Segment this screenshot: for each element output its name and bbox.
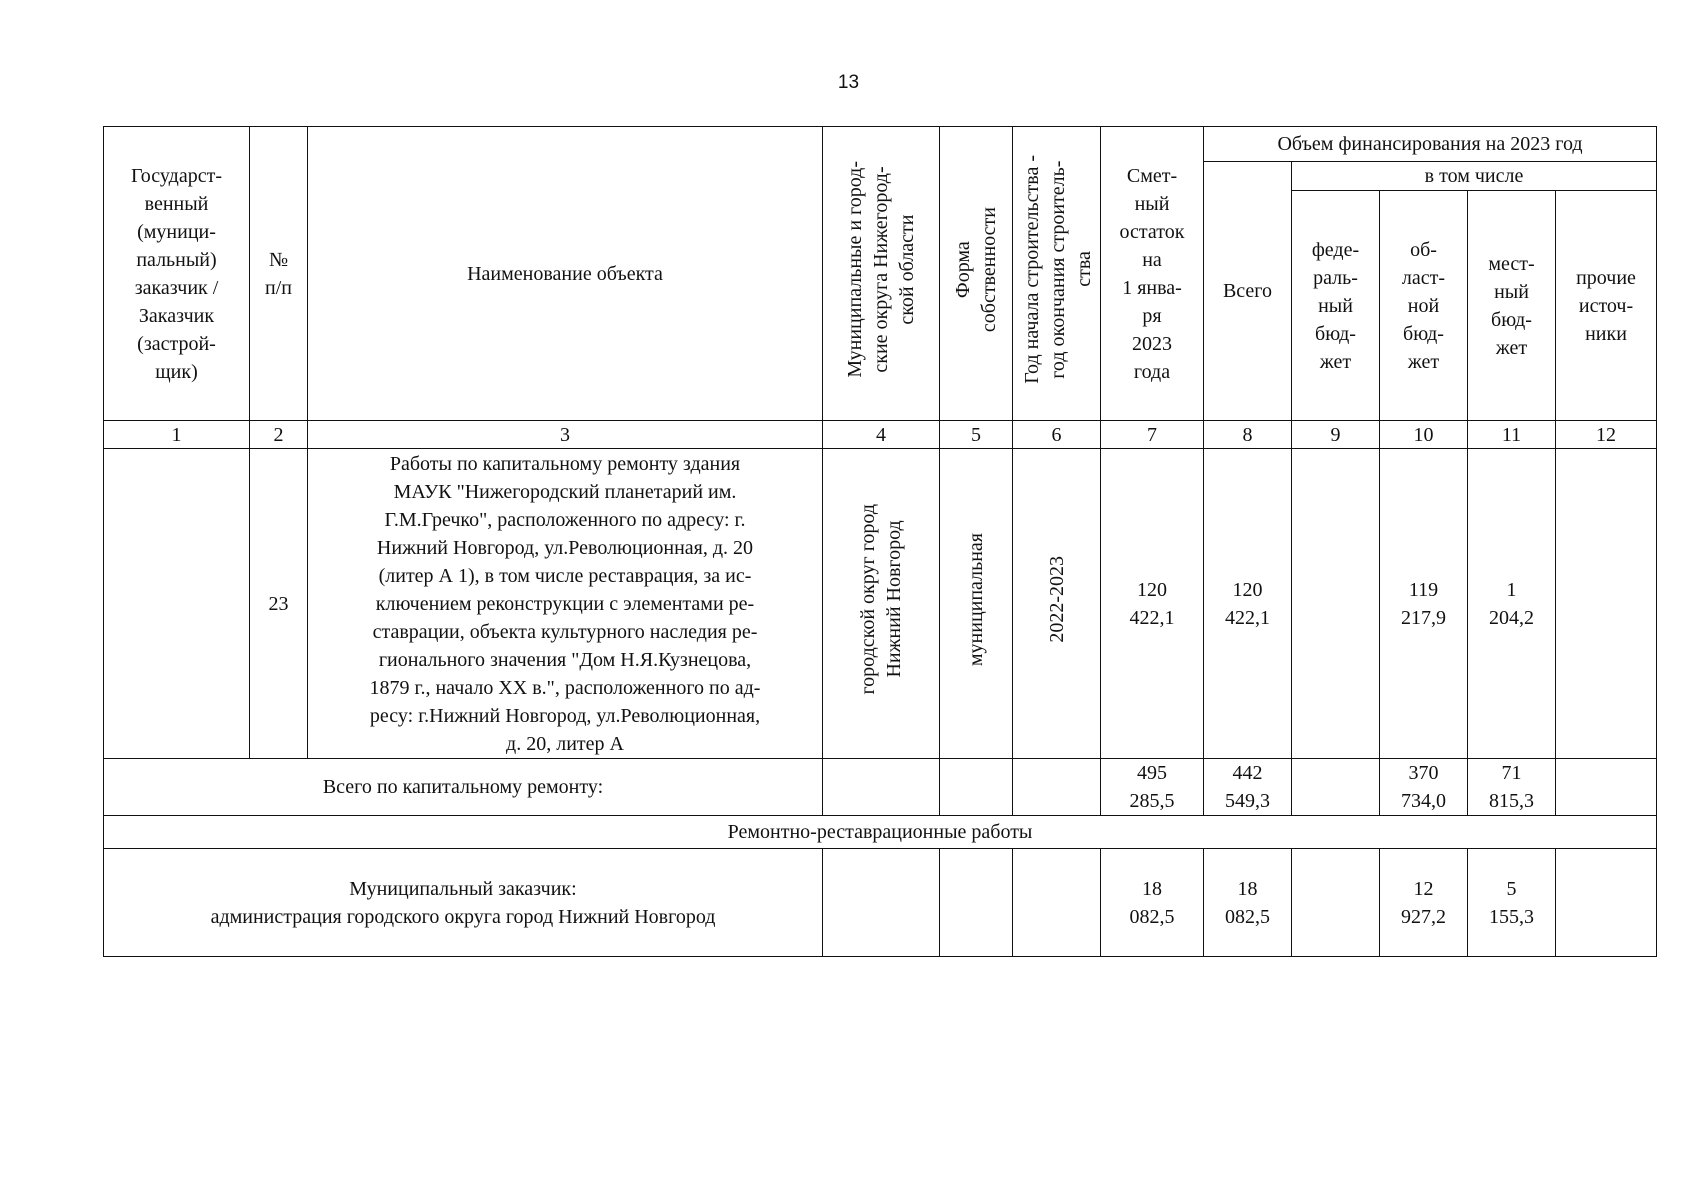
total-row-balance: 495 285,5 bbox=[1101, 759, 1204, 816]
header-balance: Смет- ный остаток на 1 янва- ря 2023 года bbox=[1101, 127, 1204, 421]
column-number: 7 bbox=[1101, 421, 1204, 449]
header-including: в том числе bbox=[1292, 162, 1657, 191]
total-row-empty bbox=[1013, 759, 1101, 816]
row-years-text: 2022-2023 bbox=[1045, 556, 1068, 643]
column-number: 2 bbox=[250, 421, 308, 449]
section-row bbox=[104, 816, 1657, 849]
total-row-local: 71 815,3 bbox=[1468, 759, 1556, 816]
header-local: мест- ный бюд- жет bbox=[1468, 191, 1556, 421]
header-district bbox=[823, 127, 940, 421]
customer-row-empty bbox=[1013, 849, 1101, 957]
header-object-name: Наименование объекта bbox=[308, 127, 823, 421]
total-row-federal bbox=[1292, 759, 1380, 816]
customer-row-label: Муниципальный заказчик: администрация городского округа город Нижний Новгород bbox=[104, 849, 823, 957]
column-number: 11 bbox=[1468, 421, 1556, 449]
header-financing-group: Объем финансирования на 2023 год bbox=[1204, 127, 1657, 162]
row-balance: 120 422,1 bbox=[1101, 449, 1204, 759]
customer-row-regional: 12 927,2 bbox=[1380, 849, 1468, 957]
row-ownership-text: муниципальная bbox=[965, 532, 987, 667]
total-row-regional: 370 734,0 bbox=[1380, 759, 1468, 816]
column-number: 12 bbox=[1556, 421, 1657, 449]
row-federal bbox=[1292, 449, 1380, 759]
row-ownership bbox=[940, 449, 1013, 759]
row-regional: 119 217,9 bbox=[1380, 449, 1468, 759]
row-total: 120 422,1 bbox=[1204, 449, 1292, 759]
header-years-text: Год начала строительства - год окончания строитель- ства bbox=[1021, 155, 1095, 384]
header-total: Всего bbox=[1204, 162, 1292, 421]
column-number: 10 bbox=[1380, 421, 1468, 449]
header-customer: Государст- венный (муници- пальный) заказчик / Заказчик (застрой- щик) bbox=[104, 127, 250, 421]
header-years bbox=[1013, 127, 1101, 421]
header-regional: об- ласт- ной бюд- жет bbox=[1380, 191, 1468, 421]
column-number: 5 bbox=[940, 421, 1013, 449]
table-row bbox=[104, 449, 1657, 759]
header-district-text: Муниципальные и город- ские округа Нижегород- ской области bbox=[844, 161, 918, 378]
total-row-label: Всего по капитальному ремонту: bbox=[104, 759, 823, 816]
column-number: 6 bbox=[1013, 421, 1101, 449]
total-row-empty bbox=[823, 759, 940, 816]
customer-row-other bbox=[1556, 849, 1657, 957]
page-number: 13 bbox=[837, 72, 860, 93]
row-years bbox=[1013, 449, 1101, 759]
total-row-empty bbox=[940, 759, 1013, 816]
row-other bbox=[1556, 449, 1657, 759]
header-ownership-text: Форма собственности bbox=[952, 206, 1000, 333]
header-row-1 bbox=[104, 127, 1657, 162]
customer-row-local: 5 155,3 bbox=[1468, 849, 1556, 957]
financing-table bbox=[103, 126, 1657, 957]
header-federal: феде- раль- ный бюд- жет bbox=[1292, 191, 1380, 421]
row-object-name: Работы по капитальному ремонту здания МАУК "Нижегородский планетарий им. Г.М.Гречко", расположенного по адресу: г. Нижний Новгород, ул.Революционная, д. 20 (литер А 1), в том числе реставрация, за ис- ключением реконструкции с элементами ре- ставрации, объекта культурного наследия ре- гионального значения "Дом Н.Я.Кузнецова, 1879 г., начало XX в.", расположенного по ад- ресу: г.Нижний Новгород, ул.Революционная, д. 20, литер А bbox=[308, 449, 823, 759]
row-customer-cell bbox=[104, 449, 250, 759]
column-number: 9 bbox=[1292, 421, 1380, 449]
header-ownership bbox=[940, 127, 1013, 421]
column-number: 4 bbox=[823, 421, 940, 449]
total-row bbox=[104, 759, 1657, 816]
column-number: 1 bbox=[104, 421, 250, 449]
customer-row-empty bbox=[823, 849, 940, 957]
customer-row bbox=[104, 849, 1657, 957]
total-row-other bbox=[1556, 759, 1657, 816]
row-district-text: городской округ город Нижний Новгород bbox=[857, 504, 905, 695]
header-number: № п/п bbox=[250, 127, 308, 421]
total-row-total: 442 549,3 bbox=[1204, 759, 1292, 816]
row-local: 1 204,2 bbox=[1468, 449, 1556, 759]
header-other: прочие источ- ники bbox=[1556, 191, 1657, 421]
column-number: 3 bbox=[308, 421, 823, 449]
column-number-row bbox=[104, 421, 1657, 449]
section-title: Ремонтно-реставрационные работы bbox=[104, 816, 1657, 849]
customer-row-total: 18 082,5 bbox=[1204, 849, 1292, 957]
customer-row-federal bbox=[1292, 849, 1380, 957]
customer-row-empty bbox=[940, 849, 1013, 957]
row-district bbox=[823, 449, 940, 759]
customer-row-balance: 18 082,5 bbox=[1101, 849, 1204, 957]
column-number: 8 bbox=[1204, 421, 1292, 449]
row-number: 23 bbox=[250, 449, 308, 759]
